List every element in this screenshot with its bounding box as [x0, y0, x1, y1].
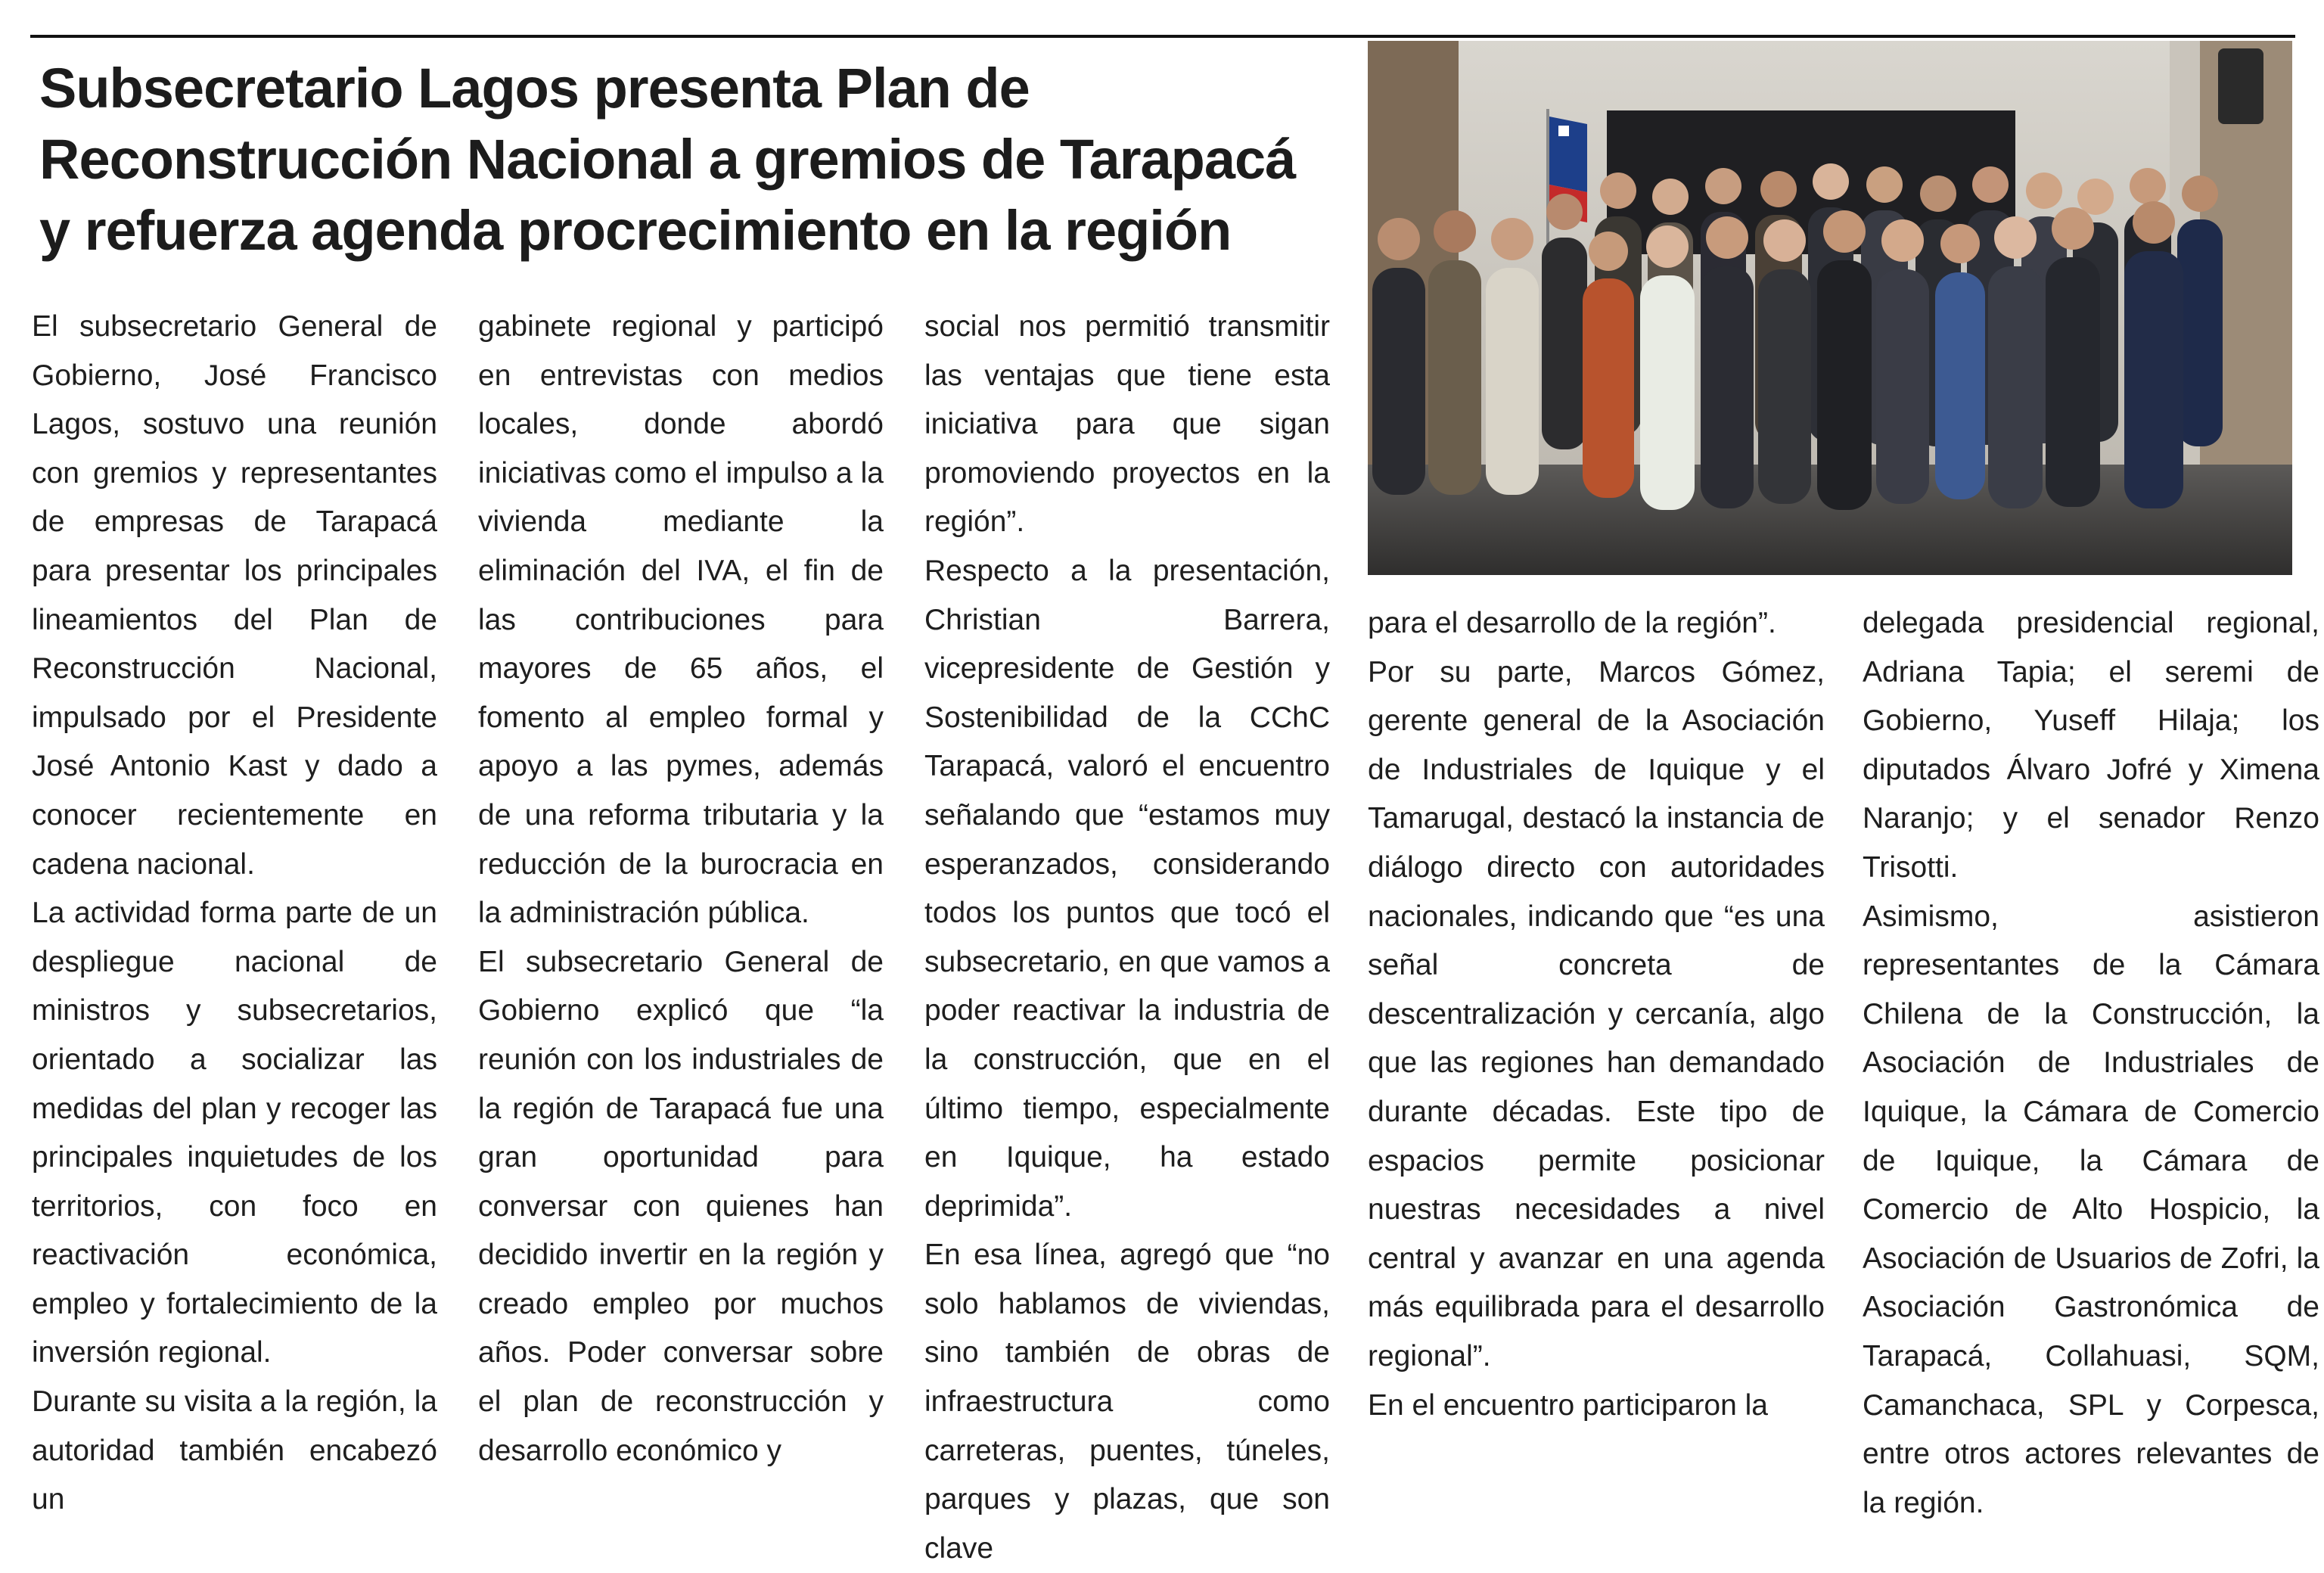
- paragraph: para el desarrollo de la región”.: [1368, 607, 1776, 639]
- article-column-5: [1863, 599, 2319, 1528]
- article-column-4: [1368, 599, 1825, 1430]
- paragraph: En esa línea, agregó que “no solo hablamos de viviendas, sino también de obras de infraestructura como carreteras, puentes, túneles, parques y plazas, que son clave: [924, 1239, 1330, 1565]
- paragraph: gabinete regional y participó en entrevistas con medios locales, donde abordó iniciativas como el impulso a la vivienda mediante la eliminación del IVA, el fin de las contribuciones para mayores de 65 años, el fomento al empleo formal y apoyo a las pymes, además de una reforma tributaria y la reducción de la burocracia en la administración pública.: [478, 310, 884, 930]
- paragraph: delegada presidencial regional, Adriana Tapia; el seremi de Gobierno, Yuseff Hilaja; los diputados Álvaro Jofré y Ximena Naranjo; y el senador Renzo Trisotti.: [1863, 607, 2319, 884]
- paragraph: Respecto a la presentación, Christian Barrera, vicepresidente de Gestión y Sostenibilidad de la CChC Tarapacá, valoró el encuentro señalando que “estamos muy esperanzados, considerando todos los puntos que tocó el subsecretario, en que vamos a poder reactivar la industria de la construcción, que en el último tiempo, especialmente en Iquique, ha estado deprimida”.: [924, 554, 1330, 1223]
- paragraph: La actividad forma parte de un despliegue nacional de ministros y subsecretarios, orientado a socializar las medidas del plan y recoger las principales inquietudes de los territorios, con foco en reactivación económica, empleo y fortalecimiento de la inversión regional.: [32, 897, 437, 1369]
- paragraph: social nos permitió transmitir las ventajas que tiene esta iniciativa para que sigan promoviendo proyectos en la región”.: [924, 310, 1330, 539]
- paragraph: Por su parte, Marcos Gómez, gerente general de la Asociación de Industriales de Iquique y el Tamarugal, destacó la instancia de diálogo directo con autoridades nacionales, indicando que “es una señal concreta de descentralización y cercanía, algo que las regiones han demandado durante décadas. Este tipo de espacios permite posicionar nuestras necesidades a nivel central y avanzar en una agenda más equilibrada para el desarrollo regional”.: [1368, 655, 1825, 1372]
- paragraph: Asimismo, asistieron representantes de la Cámara Chilena de la Construcción, la Asociación de Industriales de Iquique, la Cámara de Comercio de Iquique, la Cámara de Comercio de Alto Hospicio, la Asociación de Usuarios de Zofri, la Asociación Gastronómica de Tarapacá, Collahuasi, SQM, Camanchaca, SPL y Corpesca, entre otros actores relevantes de la región.: [1863, 900, 2319, 1519]
- photo-illustration: [1368, 41, 2292, 575]
- group-photo: [1368, 41, 2292, 575]
- paragraph: En el encuentro participaron la: [1368, 1388, 1768, 1422]
- article-column-3: [924, 303, 1330, 1573]
- top-rule: [30, 35, 2295, 38]
- article-column-1: [32, 303, 437, 1525]
- paragraph: Durante su visita a la región, la autoridad también encabezó un: [32, 1385, 437, 1516]
- paragraph: El subsecretario General de Gobierno explicó que “la reunión con los industriales de la región de Tarapacá fue una gran oportunidad para conversar con quienes han decidido invertir en la región y creado empleo por muchos años. Poder conversar sobre el plan de reconstrucción y desarrollo económico y: [478, 945, 884, 1467]
- paragraph: El subsecretario General de Gobierno, José Francisco Lagos, sostuvo una reunión con gremios y representantes de empresas de Tarapacá para presentar los principales lineamientos del Plan de Reconstrucción Nacional, impulsado por el Presidente José Antonio Kast y dado a conocer recientemente en cadena nacional.: [32, 310, 437, 881]
- article-column-2: [478, 303, 884, 1475]
- headline: Subsecretario Lagos presenta Plan de Reconstrucción Nacional a gremios de Tarapacá y refuerza agenda procrecimiento en la región: [39, 57, 1296, 262]
